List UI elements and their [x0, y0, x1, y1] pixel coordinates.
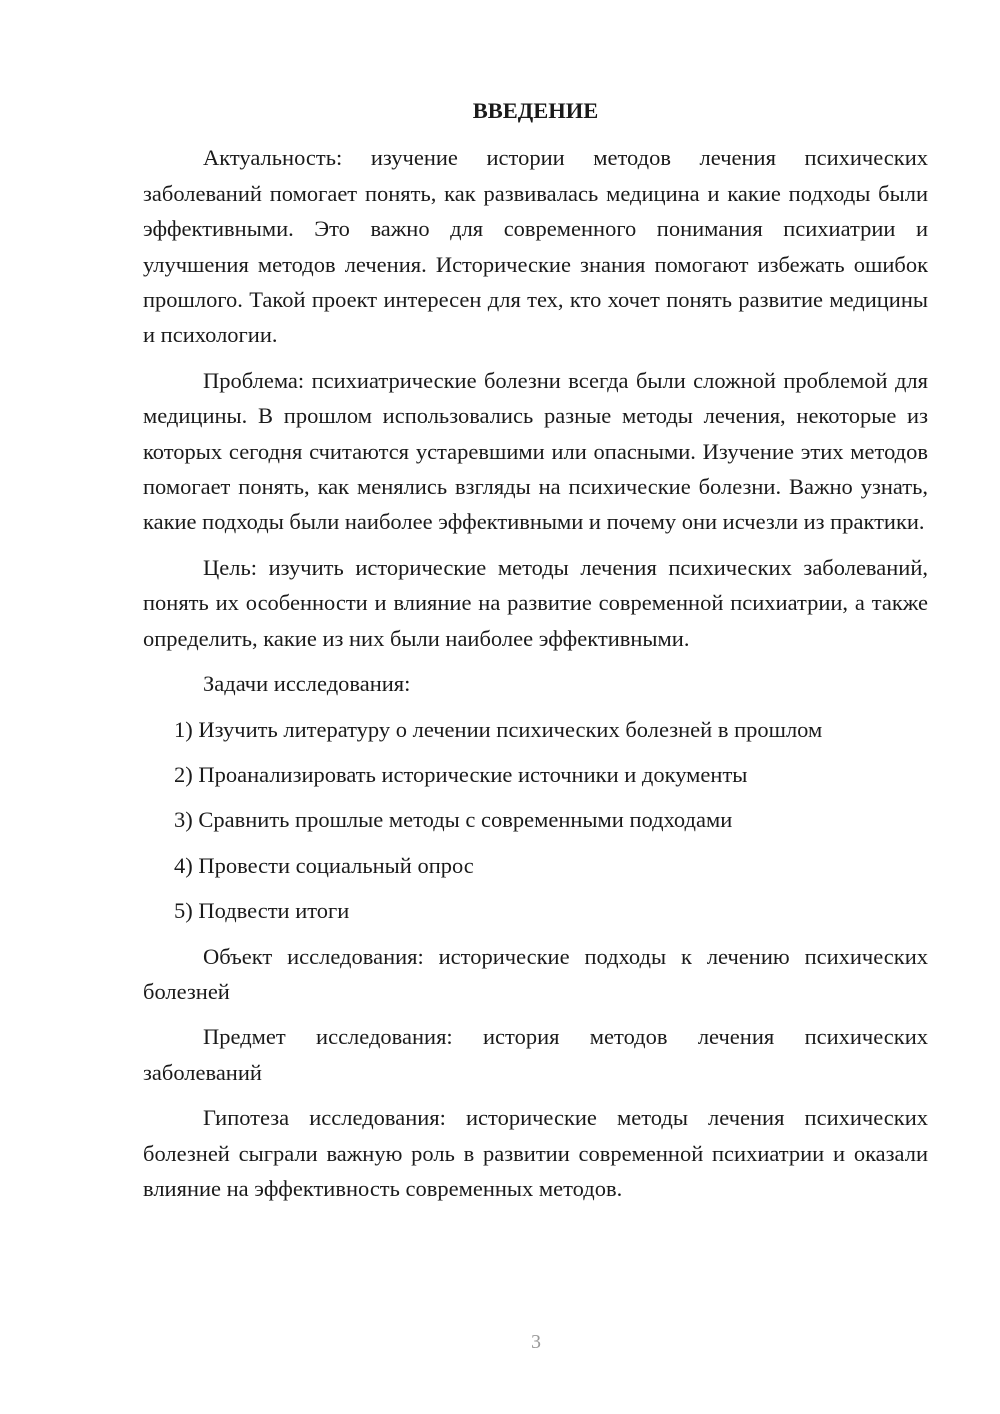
task-item: 2) Проанализировать исторические источники и документы	[174, 761, 748, 787]
goal-paragraph: Цель: изучить исторические методы лечения психических заболеваний, понять их особенности и влияние на развитие современной психиатрии, а также определить, какие из них были наиболее эффективными.	[143, 554, 928, 651]
subject-paragraph: Предмет исследования: история методов лечения психических заболеваний	[143, 1024, 928, 1085]
relevance-paragraph: Актуальность: изучение истории методов лечения психических заболеваний помогает понять, как развивалась медицина и какие подходы были эффективными. Это важно для современного понимания психиатрии и улучшения методов лечения. Исторические знания помогают избежать ошибок прошлого. Такой проект интересен для тех, кто хочет понять развитие медицины и психологии.	[143, 145, 928, 348]
object-paragraph: Объект исследования: исторические подходы к лечению психических болезней	[143, 943, 928, 1004]
task-list	[143, 712, 928, 929]
tasks-title: Задачи исследования:	[203, 671, 411, 697]
section-heading: ВВЕДЕНИЕ	[472, 98, 599, 123]
hypothesis-paragraph: Гипотеза исследования: исторические методы лечения психических болезней сыграли важную роль в развитии современной психиатрии и оказали влияние на эффективность современных методов.	[143, 1105, 928, 1201]
task-item: 5) Подвести итоги	[174, 898, 350, 924]
task-item: 4) Провести социальный опрос	[174, 852, 474, 878]
page-number: 3	[531, 1331, 541, 1353]
task-item: 1) Изучить литературу о лечении психических болезней в прошлом	[174, 716, 823, 742]
page-content	[143, 93, 928, 1216]
problem-paragraph: Проблема: психиатрические болезни всегда были сложной проблемой для медицины. В прошлом использовались разные методы лечения, некоторые из которых сегодня считаются устаревшими или опасными. Изучение этих методов помогает понять, как менялись взгляды на психические болезни. Важно узнать, какие подходы были наиболее эффективными и почему они исчезли из практики.	[143, 367, 928, 535]
task-item: 3) Сравнить прошлые методы с современными подходами	[174, 807, 733, 833]
